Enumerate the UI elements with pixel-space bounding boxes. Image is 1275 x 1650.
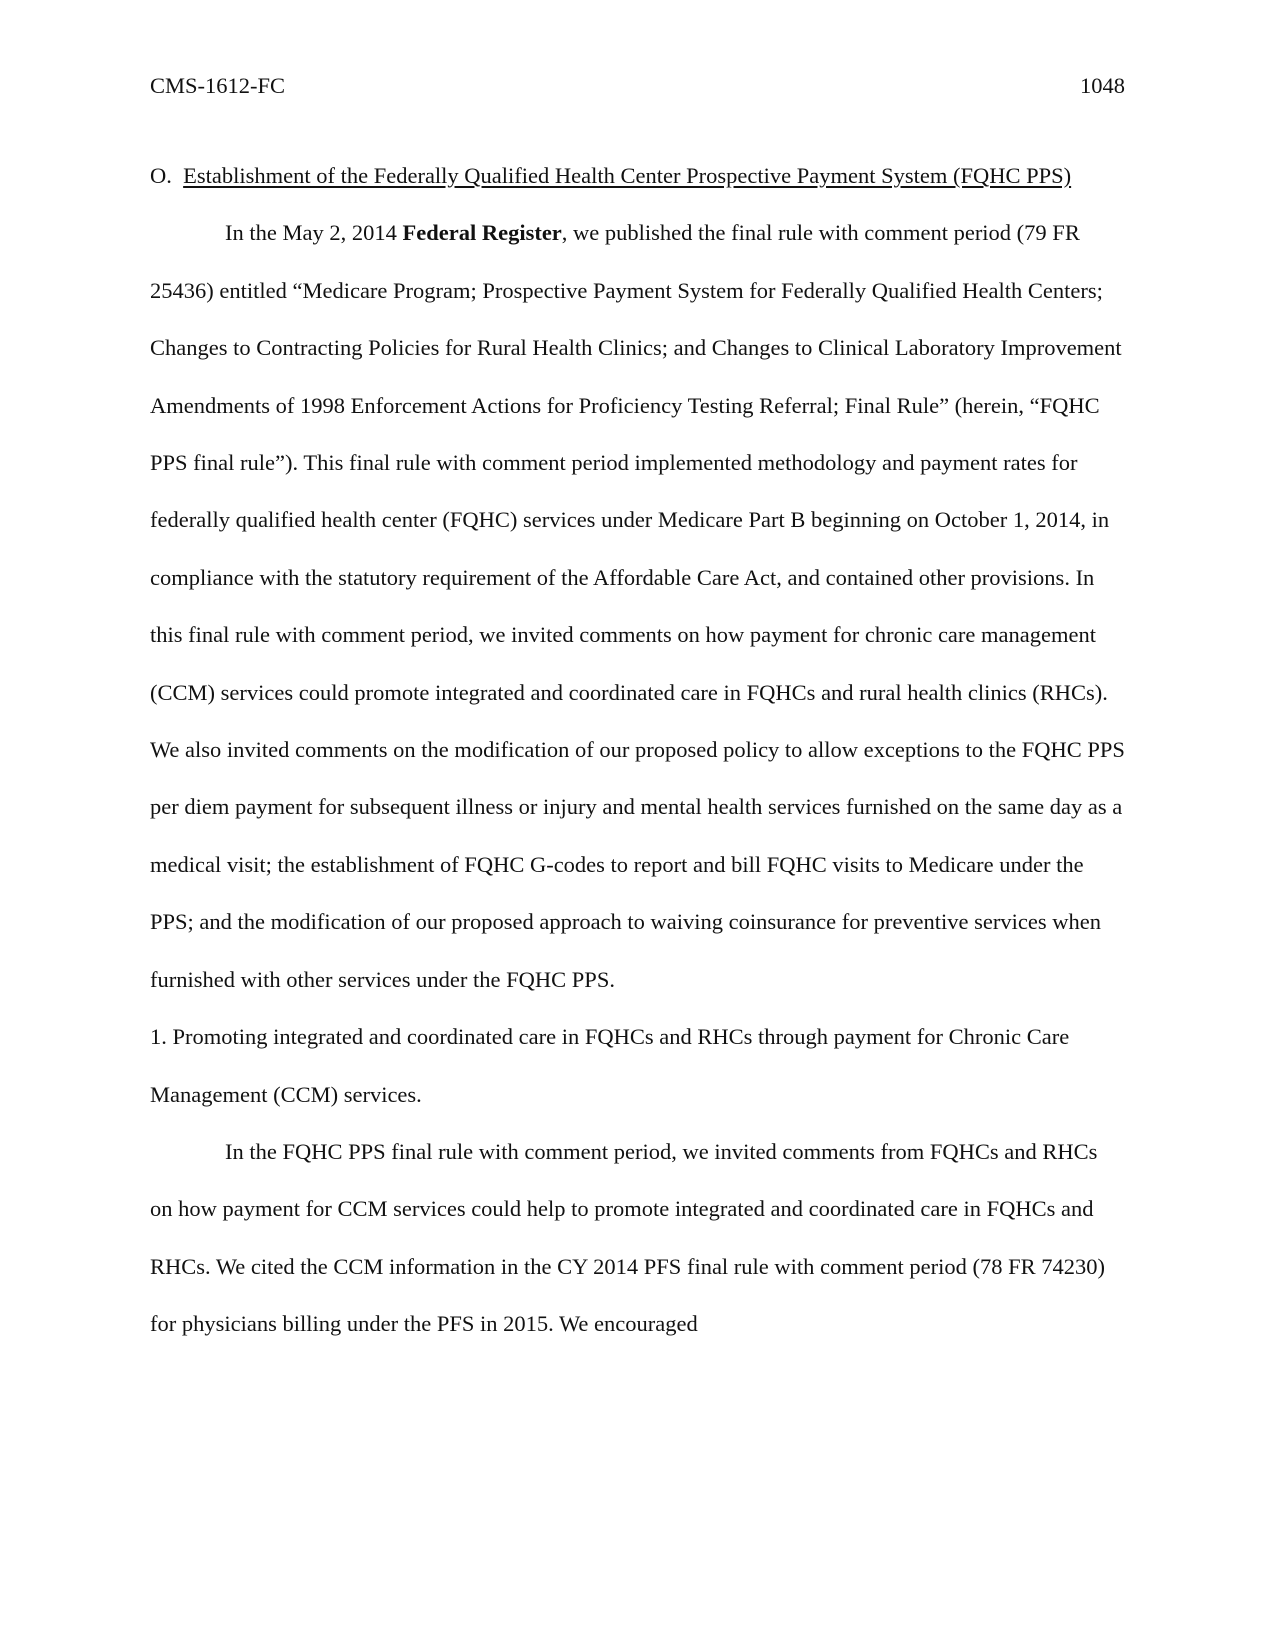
section-letter: O. — [150, 163, 172, 188]
section-title: Establishment of the Federally Qualified Health Center Prospective Payment System (FQHC PPS) — [183, 163, 1072, 188]
section-heading — [150, 147, 1125, 204]
paragraph-1-body: , we published the final rule with comment period (79 FR 25436) entitled “Medicare Program; Prospective Payment System for Federally Qualified Health Centers; Changes to Contracting Policies for Rural Health Clinics; and Changes to Clinical Laboratory Improvement Amendments of 1998 Enforcement Actions for Proficiency Testing Referral; Final Rule” (herein, “FQHC PPS final rule”). This final rule with comment period implemented methodology and payment rates for federally qualified health center (FQHC) services under Medicare Part B beginning on October 1, 2014, in compliance with the statutory requirement of the Affordable Care Act, and contained other provisions. In this final rule with comment period, we invited comments on how payment for chronic care management (CCM) services could promote integrated and coordinated care in FQHCs and rural health clinics (RHCs). We also invited comments on the modification of our proposed policy to allow exceptions to the FQHC PPS per diem payment for subsequent illness or injury and mental health services furnished on the same day as a medical visit; the establishment of FQHC G-codes to report and bill FQHC visits to Medicare under the PPS; and the modification of our proposed approach to waiving coinsurance for preventive services when furnished with other services under the FQHC PPS. — [150, 220, 1125, 992]
federal-register-text: Federal Register — [402, 220, 562, 246]
paragraph-1-lead: In the May 2, 2014 — [225, 220, 403, 246]
paragraph-1 — [150, 204, 1125, 1008]
document-body — [150, 147, 1125, 1353]
paragraph-2: In the FQHC PPS final rule with comment period, we invited comments from FQHCs and RHCs on how payment for CCM services could help to promote integrated and coordinated care in FQHCs and RHCs. We cited the CCM information in the CY 2014 PFS final rule with comment period (78 FR 74230) for physicians billing under the PFS in 2015. We encouraged — [150, 1138, 1105, 1337]
document-id: CMS-1612-FC — [150, 73, 286, 98]
subsection-heading: 1. Promoting integrated and coordinated care in FQHCs and RHCs through payment for Chronic Care Management (CCM) services. — [150, 1024, 1070, 1107]
page-header — [150, 71, 1125, 101]
page-number: 1048 — [1080, 73, 1125, 98]
